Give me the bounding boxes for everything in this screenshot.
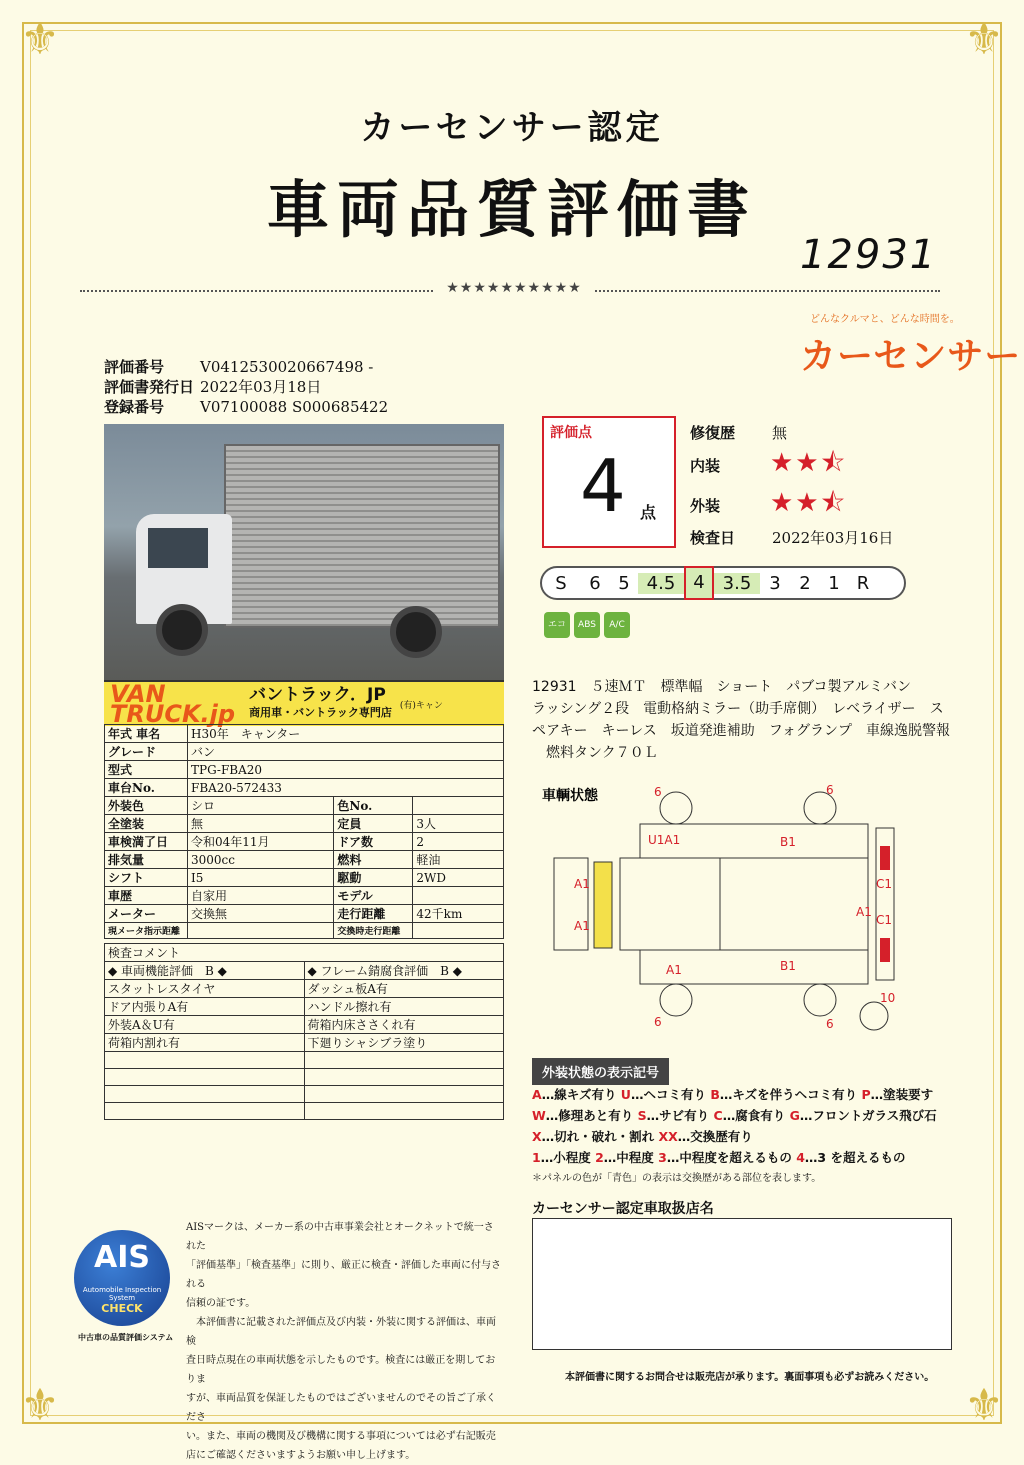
comment-cell — [105, 1086, 305, 1103]
spec-value: 令和04年11月 — [188, 833, 334, 851]
logo-line: TRUCK.jp — [110, 700, 236, 728]
legend-text: …ヘコミ有り — [630, 1087, 711, 1102]
spec-value: I5 — [188, 869, 334, 887]
comment-cell: 下廻りシャシブラ塗り — [304, 1034, 504, 1052]
document-subtitle: カーセンサー認定 — [360, 108, 664, 148]
score-unit: 点 — [640, 503, 657, 522]
spec-label: 色No. — [334, 797, 413, 815]
spec-label: 駆動 — [334, 869, 413, 887]
damage-mark: A1 — [856, 905, 872, 919]
legend-line — [532, 1105, 937, 1126]
scale-item: R — [856, 572, 870, 594]
scale-item: 6 — [589, 572, 601, 594]
damage-mark: 6 — [654, 785, 662, 799]
front-panel-highlight — [594, 862, 612, 948]
legend-code: 1 — [532, 1150, 541, 1165]
rear-panel-highlight — [880, 846, 890, 870]
ais-text-line: 本評価書に記載された評価点及び内装・外装に関する評価は、車両検 — [186, 1317, 496, 1347]
scale-item: 3.5 — [714, 573, 760, 594]
spec-value: シロ — [188, 797, 334, 815]
legend-text: …キズを伴うヘコミ有り — [719, 1087, 862, 1102]
damage-mark: A1 — [666, 963, 682, 977]
comment-cell — [105, 1069, 305, 1086]
legend-text: …腐食有り — [722, 1108, 790, 1123]
vehicle-condition-diagram — [540, 778, 920, 1038]
legend-code: U — [620, 1087, 631, 1102]
interior-stars-icon: ★★⯪ — [770, 448, 848, 478]
ais-text-line: 「評価基準」「検査基準」に則り、厳正に検査・評価した車両に付与される — [186, 1260, 501, 1290]
spec-label: 走行距離 — [334, 905, 413, 923]
cargo-box — [224, 444, 500, 628]
spec-row — [105, 797, 504, 815]
comment-col-header: ◆ フレーム錆腐食評価 B ◆ — [304, 962, 504, 980]
legend-text: …塗装要す — [870, 1087, 934, 1102]
vantruck-logo — [110, 680, 236, 728]
abs-icon: ABS — [574, 612, 600, 638]
comment-title: 検査コメント — [105, 944, 504, 962]
spec-value: 自家用 — [188, 887, 334, 905]
spec-label: 車歴 — [105, 887, 188, 905]
description-line: 12931 ５速ＭＴ 標準幅 ショート パブコ製アルミバン — [532, 679, 911, 695]
spec-label: 燃料 — [334, 851, 413, 869]
spec-value: バン — [188, 743, 504, 761]
ais-logo-text: AIS — [94, 1240, 150, 1275]
ais-description — [186, 1218, 502, 1465]
spec-label: 全塗装 — [105, 815, 188, 833]
comment-row — [105, 998, 504, 1016]
spec-table — [104, 724, 504, 939]
spec-value: 2 — [413, 833, 504, 851]
comment-cell — [105, 1052, 305, 1069]
info-value: 2022年03月18日 — [200, 378, 322, 396]
legend-code: XX — [658, 1129, 678, 1144]
legend-text: …小程度 — [540, 1150, 596, 1165]
legend-line — [532, 1126, 937, 1147]
ais-text-line: 査日時点現在の車両状態を示したものです。検査には厳正を期しておりま — [186, 1355, 496, 1385]
comment-row — [105, 1086, 504, 1103]
fleur-corner-icon: ⚜ — [964, 1380, 1004, 1431]
scale-item: 3 — [769, 572, 781, 594]
brand-tagline: どんなクルマと、どんな時間を。 — [810, 314, 960, 325]
comment-cell: ドア内張りA有 — [105, 998, 305, 1016]
legend-text: …切れ・破れ・割れ — [541, 1129, 659, 1144]
legend-code: B — [710, 1087, 720, 1102]
spec-value — [413, 923, 504, 939]
banner-name: バントラック．JP — [249, 685, 386, 705]
comment-cell — [304, 1103, 504, 1120]
vehicle-photo — [104, 424, 504, 680]
spec-value: 無 — [188, 815, 334, 833]
wheel-outline — [660, 984, 692, 1016]
aircon-icon: A/C — [604, 612, 630, 638]
fleur-corner-icon: ⚜ — [20, 14, 60, 65]
spec-row — [105, 923, 504, 939]
legend-code: 4 — [796, 1150, 805, 1165]
legend-text: …フロントガラス飛び石 — [799, 1108, 937, 1123]
comment-row — [105, 1069, 504, 1086]
top-view-outline — [620, 858, 868, 950]
ais-logo-sub: Automobile Inspection System — [82, 1286, 162, 1302]
check-icon: CHECK — [101, 1302, 143, 1315]
banner-tagline: 商用車・バントラック専門店 — [249, 706, 392, 719]
scale-item: S — [555, 572, 567, 594]
spec-value: 軽油 — [413, 851, 504, 869]
spec-value: TPG-FBA20 — [188, 761, 504, 779]
legend-text: …交換歴有り — [677, 1129, 753, 1144]
spec-label: 定員 — [334, 815, 413, 833]
banner-company: (有)キャン — [399, 700, 443, 711]
legend-code: 2 — [595, 1150, 604, 1165]
damage-mark: 6 — [826, 783, 834, 797]
description-line: ペアキー キーレス 坂道発進補助 フォグランプ 車線逸脱警報 — [532, 723, 951, 739]
spec-label: ドア数 — [334, 833, 413, 851]
spec-value — [413, 887, 504, 905]
spec-label: 排気量 — [105, 851, 188, 869]
legend-line — [532, 1084, 937, 1105]
spec-value: 交換無 — [188, 905, 334, 923]
front-view-outline — [554, 858, 588, 950]
spec-value: 42千km — [413, 905, 504, 923]
spec-value: 3000cc — [188, 851, 334, 869]
spec-row — [105, 869, 504, 887]
damage-mark: A1 — [574, 919, 590, 933]
exterior-stars-icon: ★★⯪ — [770, 488, 848, 518]
truck-window — [148, 528, 208, 568]
spec-label: 車台No. — [105, 779, 188, 797]
dealer-title: カーセンサー認定車取扱店名 — [532, 1201, 714, 1217]
legend-text: …中程度 — [603, 1150, 659, 1165]
description-line: ラッシング２段 電動格納ミラー（助手席側） レベライザー ス — [532, 701, 944, 717]
feature-icons — [544, 612, 630, 638]
dealer-banner — [104, 680, 504, 726]
score-value: 4 — [580, 444, 626, 528]
spec-label: モデル — [334, 887, 413, 905]
comment-cell: ハンドル擦れ有 — [304, 998, 504, 1016]
score-scale — [540, 566, 906, 600]
spec-row — [105, 743, 504, 761]
comment-cell — [304, 1069, 504, 1086]
legend — [532, 1084, 937, 1189]
legend-code: 3 — [658, 1150, 667, 1165]
spec-row — [105, 779, 504, 797]
spec-row — [105, 905, 504, 923]
brand-logo: カーセンサー — [800, 336, 1022, 377]
ais-text-line: 信頼の証です。 — [186, 1298, 256, 1309]
legend-text: …中程度を超えるもの — [666, 1150, 797, 1165]
comment-col-header: ◆ 車両機能評価 B ◆ — [105, 962, 305, 980]
comment-cell: ダッシュ板A有 — [304, 980, 504, 998]
comment-cell — [304, 1052, 504, 1069]
comment-row — [105, 1052, 504, 1069]
spec-row — [105, 833, 504, 851]
info-row — [104, 376, 321, 397]
spec-row — [105, 761, 504, 779]
spec-value — [413, 797, 504, 815]
info-label: 評価書発行日 — [104, 378, 195, 396]
legend-text: …修理あと有り — [545, 1108, 638, 1123]
damage-mark: U1A1 — [648, 833, 681, 847]
score-box — [542, 416, 676, 548]
wheel-outline — [660, 792, 692, 824]
comment-table — [104, 943, 504, 1120]
info-label: 評価番号 — [104, 358, 165, 376]
comment-cell: スタットレスタイヤ — [105, 980, 305, 998]
comment-cell — [304, 1086, 504, 1103]
comment-row — [105, 1103, 504, 1120]
scale-item: 4.5 — [638, 573, 684, 594]
comment-row — [105, 1034, 504, 1052]
wheel-outline — [804, 984, 836, 1016]
repair-label: 修復歴 — [690, 424, 736, 442]
spec-label: 外装色 — [105, 797, 188, 815]
inspection-label: 検査日 — [690, 529, 736, 547]
info-value: V07100088 S000685422 — [200, 398, 389, 416]
spec-label: シフト — [105, 869, 188, 887]
ais-text-line: すが、車両品質を保証したものではございませんのでその旨ご了承くださ — [186, 1393, 496, 1423]
damage-mark: 6 — [654, 1015, 662, 1029]
fleur-corner-icon: ⚜ — [20, 1380, 60, 1431]
spec-label: 車検満了日 — [105, 833, 188, 851]
spec-label: 年式 車名 — [105, 725, 188, 743]
repair-value: 無 — [772, 424, 788, 442]
spec-label: グレード — [105, 743, 188, 761]
spec-value: 2WD — [413, 869, 504, 887]
footer-note: 本評価書に関するお問合せは販売店が承ります。裏面事項も必ずお読みください。 — [565, 1372, 935, 1383]
spec-row — [105, 725, 504, 743]
vehicle-description — [532, 676, 952, 764]
damage-mark: B1 — [780, 835, 796, 849]
comment-cell — [105, 1103, 305, 1120]
ais-caption: 中古車の品質評価システム — [78, 1332, 174, 1342]
legend-code: G — [789, 1108, 800, 1123]
spec-value — [188, 923, 334, 939]
ais-text-line: い。また、車両の機関及び機構に関する事項については必ず右記販売 — [186, 1431, 496, 1442]
legend-code: P — [861, 1087, 871, 1102]
diagram-title: 車輌状態 — [542, 788, 598, 804]
comment-row — [105, 1016, 504, 1034]
damage-mark: 6 — [826, 1017, 834, 1031]
stars-divider: ★★★★★★★★★★ — [434, 280, 594, 296]
spare-wheel-outline — [860, 1002, 888, 1030]
legend-title: 外装状態の表示記号 — [532, 1058, 669, 1085]
dealer-name-box — [532, 1218, 952, 1350]
spec-row — [105, 887, 504, 905]
spec-row — [105, 851, 504, 869]
scale-item: 2 — [799, 572, 811, 594]
comment-cell: 荷箱内割れ有 — [105, 1034, 305, 1052]
legend-note: ＊パネルの色が「青色」の表示は交換歴がある部位を表します。 — [532, 1173, 822, 1184]
info-row — [104, 356, 373, 377]
spec-label: 型式 — [105, 761, 188, 779]
info-row — [104, 396, 388, 417]
comment-cell: 外装A＆U有 — [105, 1016, 305, 1034]
damage-mark: A1 — [574, 877, 590, 891]
info-value: V0412530020667498 - — [200, 358, 374, 376]
fleur-corner-icon: ⚜ — [964, 14, 1004, 65]
description-line: 燃料タンク７０Ｌ — [532, 745, 658, 761]
spec-value: 3人 — [413, 815, 504, 833]
eco-icon: エコ — [544, 612, 570, 638]
interior-label: 内装 — [690, 457, 721, 475]
legend-text: …線キズ有り — [541, 1087, 621, 1102]
banner-text — [249, 686, 392, 722]
legend-code: A — [532, 1087, 542, 1102]
ais-logo — [74, 1230, 170, 1326]
legend-text: …3 を超えるもの — [804, 1150, 906, 1165]
legend-code: S — [637, 1108, 647, 1123]
damage-mark: B1 — [780, 959, 796, 973]
damage-mark: 10 — [880, 991, 896, 1005]
legend-code: X — [532, 1129, 542, 1144]
scale-item: 4 — [684, 566, 714, 600]
legend-code: C — [713, 1108, 723, 1123]
damage-mark: C1 — [876, 877, 893, 891]
ais-text-line: AISマークは、メーカー系の中古車事業会社とオークネットで統一された — [186, 1222, 494, 1252]
scale-item: 5 — [618, 572, 630, 594]
scale-item: 1 — [828, 572, 840, 594]
comment-cell: 荷箱内床ささくれ有 — [304, 1016, 504, 1034]
spec-label: メーター — [105, 905, 188, 923]
logo-line: VAN — [110, 680, 166, 708]
rear-panel-highlight — [880, 938, 890, 962]
legend-line — [532, 1147, 937, 1168]
wheel — [390, 606, 442, 658]
exterior-label: 外装 — [690, 497, 721, 515]
damage-mark: C1 — [876, 913, 893, 927]
spec-value: FBA20-572433 — [188, 779, 504, 797]
inspection-date: 2022年03月16日 — [772, 529, 894, 547]
spec-value: H30年 キャンター — [188, 725, 504, 743]
spec-label: 交換時走行距離 — [334, 923, 413, 939]
legend-code: W — [532, 1108, 546, 1123]
info-label: 登録番号 — [104, 398, 165, 416]
comment-row — [105, 980, 504, 998]
document-title: 車両品質評価書 — [266, 173, 757, 246]
wheel — [156, 604, 208, 656]
ais-text-line: 店にご確認くださいますようお願い申し上げます。 — [186, 1450, 416, 1461]
spec-row — [105, 815, 504, 833]
legend-text: …サビ有り — [646, 1108, 714, 1123]
spec-label: 現メータ指示距離 — [105, 923, 188, 939]
score-label: 評価点 — [550, 425, 592, 441]
handwritten-number: 12931 — [800, 232, 938, 278]
